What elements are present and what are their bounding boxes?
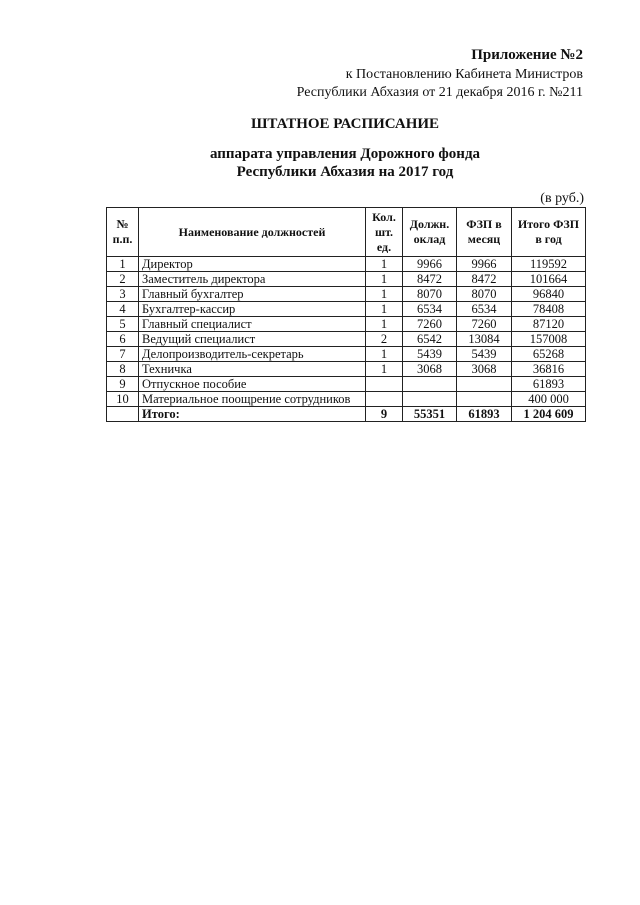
col-number: № п.п. [107, 208, 139, 257]
cell-yearly: 61893 [512, 377, 586, 392]
cell-count: 1 [366, 257, 403, 272]
table-row [107, 257, 586, 272]
col-monthly-fund: ФЗП в месяц [457, 208, 512, 257]
cell-position: Делопроизводитель-секретарь [139, 347, 366, 362]
cell-monthly: 8472 [457, 272, 512, 287]
cell-position: Заместитель директора [139, 272, 366, 287]
cell-number: 4 [107, 302, 139, 317]
cell-salary [403, 377, 457, 392]
cell-monthly: 13084 [457, 332, 512, 347]
cell-yearly: 101664 [512, 272, 586, 287]
cell-salary: 7260 [403, 317, 457, 332]
cell-number: 8 [107, 362, 139, 377]
cell-number [107, 407, 139, 422]
cell-monthly: 3068 [457, 362, 512, 377]
cell-yearly: 400 000 [512, 392, 586, 407]
cell-salary: 8070 [403, 287, 457, 302]
col-yearly-fund: Итого ФЗП в год [512, 208, 586, 257]
cell-count: 1 [366, 287, 403, 302]
cell-count: 2 [366, 332, 403, 347]
table-row [107, 362, 586, 377]
cell-yearly: 87120 [512, 317, 586, 332]
cell-monthly: 9966 [457, 257, 512, 272]
cell-position: Ведущий специалист [139, 332, 366, 347]
cell-number: 5 [107, 317, 139, 332]
cell-yearly: 96840 [512, 287, 586, 302]
table-header-row [107, 208, 586, 257]
cell-monthly [457, 377, 512, 392]
subtitle-line-1: аппарата управления Дорожного фонда [209, 146, 481, 162]
table-row [107, 302, 586, 317]
cell-salary: 9966 [403, 257, 457, 272]
cell-monthly: 61893 [457, 407, 512, 422]
cell-number: 7 [107, 347, 139, 362]
cell-count [366, 392, 403, 407]
cell-count [366, 377, 403, 392]
table-row [107, 347, 586, 362]
cell-count: 1 [366, 302, 403, 317]
col-position: Наименование должностей [139, 208, 366, 257]
cell-salary: 6534 [403, 302, 457, 317]
decree-line-2: Республики Абхазия от 21 декабря 2016 г. №211 [296, 85, 583, 100]
cell-number: 2 [107, 272, 139, 287]
cell-number: 3 [107, 287, 139, 302]
cell-number: 10 [107, 392, 139, 407]
decree-line-1: к Постановлению Кабинета Министров [345, 67, 583, 82]
cell-yearly: 1 204 609 [512, 407, 586, 422]
table-row [107, 287, 586, 302]
cell-position: Бухгалтер-кассир [139, 302, 366, 317]
cell-salary: 55351 [403, 407, 457, 422]
document-title: ШТАТНОЕ РАСПИСАНИЕ [250, 116, 440, 132]
subtitle-line-2: Республики Абхазия на 2017 год [236, 164, 454, 180]
cell-yearly: 36816 [512, 362, 586, 377]
table-row [107, 332, 586, 347]
cell-number: 6 [107, 332, 139, 347]
cell-salary: 3068 [403, 362, 457, 377]
cell-salary: 8472 [403, 272, 457, 287]
cell-count: 1 [366, 362, 403, 377]
currency-unit: (в руб.) [540, 191, 584, 206]
cell-position: Отпускное пособие [139, 377, 366, 392]
cell-monthly: 5439 [457, 347, 512, 362]
cell-yearly: 119592 [512, 257, 586, 272]
staff-schedule-table [106, 207, 586, 422]
cell-count: 1 [366, 347, 403, 362]
cell-number: 1 [107, 257, 139, 272]
cell-count: 1 [366, 317, 403, 332]
table-row [107, 377, 586, 392]
table-row [107, 392, 586, 407]
cell-number: 9 [107, 377, 139, 392]
total-row [107, 407, 586, 422]
table-row [107, 272, 586, 287]
cell-position: Главный специалист [139, 317, 366, 332]
cell-yearly: 65268 [512, 347, 586, 362]
col-count: Кол. шт. ед. [366, 208, 403, 257]
cell-position: Материальное поощрение сотрудников [139, 392, 366, 407]
cell-count: 9 [366, 407, 403, 422]
cell-salary: 5439 [403, 347, 457, 362]
cell-position: Техничка [139, 362, 366, 377]
cell-monthly: 8070 [457, 287, 512, 302]
cell-salary [403, 392, 457, 407]
cell-yearly: 78408 [512, 302, 586, 317]
cell-monthly [457, 392, 512, 407]
col-salary: Должн. оклад [403, 208, 457, 257]
cell-position: Итого: [139, 407, 366, 422]
table-row [107, 317, 586, 332]
cell-count: 1 [366, 272, 403, 287]
cell-position: Директор [139, 257, 366, 272]
cell-salary: 6542 [403, 332, 457, 347]
appendix-label: Приложение №2 [471, 47, 583, 63]
cell-monthly: 7260 [457, 317, 512, 332]
cell-position: Главный бухгалтер [139, 287, 366, 302]
cell-monthly: 6534 [457, 302, 512, 317]
cell-yearly: 157008 [512, 332, 586, 347]
